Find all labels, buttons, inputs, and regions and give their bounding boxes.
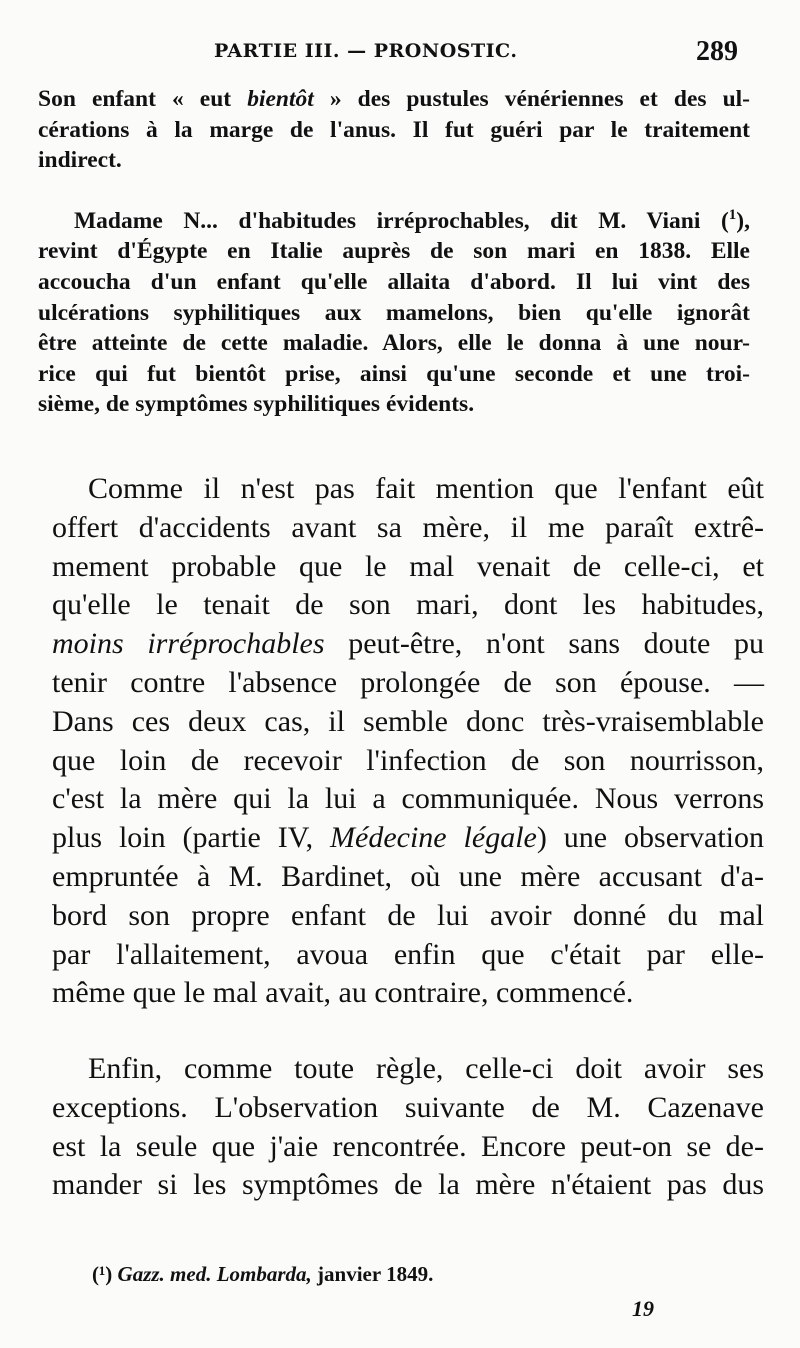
text-line: offert d'accidents avant sa mère, il me paraît extrê-	[52, 510, 764, 544]
text-line: tenir contre l'absence prolongée de son épouse. —	[52, 665, 764, 699]
paragraph-4	[52, 1050, 764, 1205]
footnote-marker: (¹)	[92, 1262, 118, 1286]
signature-mark: 19	[632, 1296, 654, 1321]
text-line: indirect.	[38, 147, 122, 174]
text-line: qu'elle le tenait de son mari, dont les habitudes,	[52, 588, 764, 622]
text-line: cérations à la marge de l'anus. Il fut guéri par le traitement	[38, 116, 750, 143]
text-line: moins irréprochables peut-être, n'ont sans doute pu	[52, 627, 764, 661]
italic-phrase: moins irréprochables	[52, 627, 325, 661]
text-line: rice qui fut bientôt prise, ainsi qu'une seconde et une troi-	[38, 360, 750, 387]
footnote	[92, 1262, 433, 1287]
text-line: ulcérations syphilitiques aux mamelons, bien qu'elle ignorât	[38, 299, 750, 326]
page-header	[0, 38, 800, 68]
text-line: mement probable que le mal venait de celle-ci, et	[52, 549, 764, 583]
text-line: Son enfant « eut bientôt » des pustules vénériennes et des ul-	[38, 86, 750, 112]
italic-phrase: Médecine légale	[330, 821, 537, 855]
page-number: 289	[696, 36, 738, 67]
text-line: être atteinte de cette maladie. Alors, elle le donna à une nour-	[38, 330, 750, 357]
italic-word: bientôt	[247, 86, 314, 112]
text-line: mander si les symptômes de la mère n'étaient pas dus	[52, 1168, 764, 1202]
text-line: exceptions. L'observation suivante de M. Cazenave	[52, 1090, 764, 1124]
text-line: sième, de symptômes syphilitiques évidents.	[38, 391, 475, 418]
text-line: Dans ces deux cas, il semble donc très-vraisemblable	[52, 704, 764, 738]
text-line: Enfin, comme toute règle, celle-ci doit avoir ses	[88, 1052, 764, 1085]
text-line: même que le mal avait, au contraire, commencé.	[52, 976, 634, 1010]
text-line: Madame N... d'habitudes irréprochables, dit M. Viani ($^1$),	[74, 207, 750, 234]
paragraph-2	[38, 200, 750, 420]
text-line: revint d'Égypte en Italie auprès de son mari en 1838. Elle	[38, 238, 750, 265]
footnote-source: Gazz. med. Lombarda,	[117, 1262, 312, 1286]
running-title: PARTIE III. — PRONOSTIC.	[214, 40, 518, 62]
text-line: c'est la mère qui la lui a communiquée. Nous verrons	[52, 782, 764, 816]
paragraph-3	[52, 470, 764, 1013]
text-line: accoucha d'un enfant qu'elle allaita d'abord. Il lui vint des	[38, 269, 750, 296]
text-line: est la seule que j'aie rencontrée. Encore peut-on se de-	[52, 1129, 764, 1163]
text-line: plus loin (partie IV, Médecine légale) une observation	[52, 821, 764, 855]
footnote-date: janvier 1849.	[311, 1262, 434, 1286]
text-line: empruntée à M. Bardinet, où une mère accusant d'a-	[52, 859, 764, 893]
text-line: par l'allaitement, avoua enfin que c'était par elle-	[52, 937, 764, 971]
footnote-ref: 1	[728, 207, 737, 223]
text-line: bord son propre enfant de lui avoir donné du mal	[52, 898, 764, 932]
text-line: que loin de recevoir l'infection de son nourrisson,	[52, 743, 764, 777]
paragraph-1	[38, 84, 750, 176]
text-line: Comme il n'est pas fait mention que l'enfant eût	[88, 472, 764, 505]
